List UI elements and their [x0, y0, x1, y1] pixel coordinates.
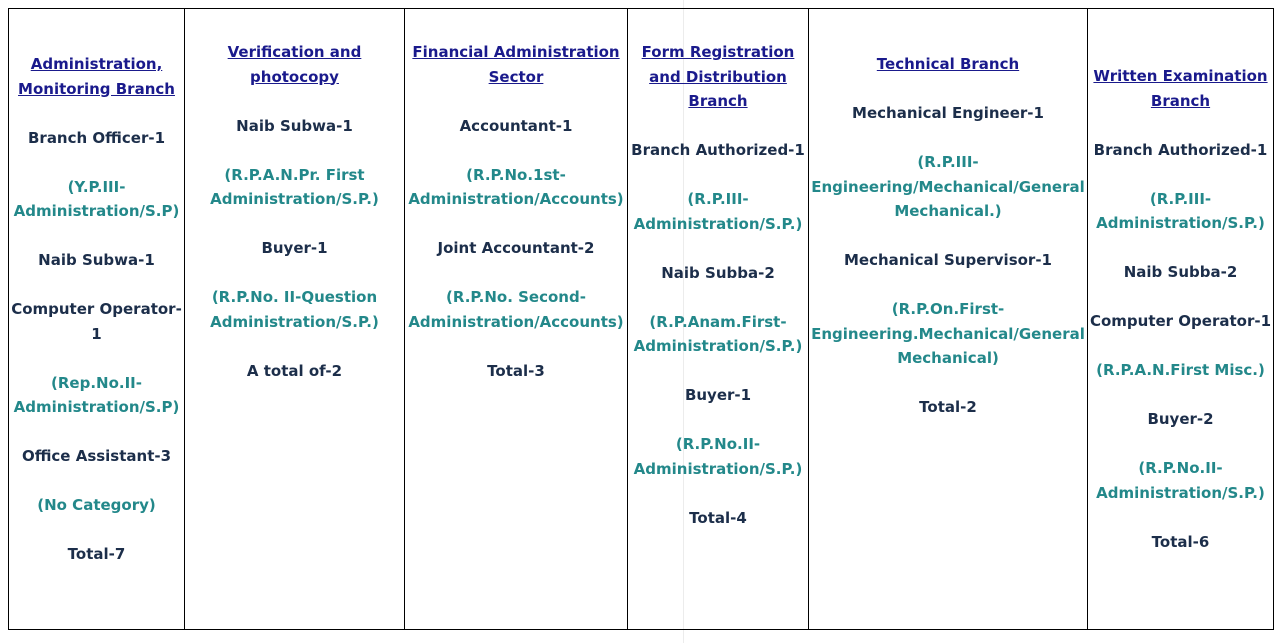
branch-column-form-registration: [628, 9, 809, 630]
total-entry: Total-7: [67, 545, 126, 563]
branch-column-technical: [809, 9, 1088, 630]
branch-heading-link[interactable]: [628, 40, 808, 114]
branch-column-content: [405, 9, 627, 383]
total-entry: Total-6: [1151, 532, 1210, 551]
branch-heading-line: Administration,: [30, 55, 163, 73]
branch-heading-line: photocopy: [250, 67, 339, 86]
branch-column-content: [1088, 9, 1273, 554]
category-entry: (R.P.Anam.First-Administration/S.P.): [633, 312, 803, 355]
branch-heading-line: Sector: [488, 67, 544, 86]
category-entry: (R.P.No. II-Question Administration/S.P.): [210, 288, 379, 331]
total-entry: Total-2: [919, 398, 977, 416]
table-row: [9, 9, 1274, 630]
post-entry: Office Assistant-3: [21, 447, 172, 465]
post-entry: Branch Officer-1: [27, 128, 166, 147]
branch-heading-line: Monitoring Branch: [18, 79, 175, 98]
category-entry: (R.P.On.First-Engineering.Mechanical/General Mechanical): [811, 300, 1085, 367]
branch-heading-line: Financial Administration: [412, 43, 620, 61]
branch-heading-link[interactable]: [9, 52, 184, 101]
total-entry: Total-4: [689, 508, 747, 527]
branch-column-content: [185, 9, 404, 383]
post-entry: Mechanical Supervisor-1: [844, 251, 1052, 269]
branch-column-content: [9, 9, 184, 567]
branch-heading-line: Branch: [688, 92, 748, 110]
branch-heading-link[interactable]: [1088, 64, 1273, 113]
post-entry: Branch Authorized-1: [1093, 140, 1268, 159]
post-entry: Mechanical Engineer-1: [852, 104, 1044, 122]
branch-heading-line: Form Registration: [641, 43, 795, 61]
branch-column-financial: [405, 9, 628, 630]
branch-column-written-exam: [1088, 9, 1274, 630]
branch-heading-line: Verification and: [227, 43, 362, 61]
category-entry: (R.P.III-Engineering/Mechanical/General Mechanical.): [811, 153, 1085, 220]
branch-column-administration: [9, 9, 185, 630]
branch-heading-link[interactable]: [809, 52, 1087, 77]
post-entry: Accountant-1: [459, 116, 573, 135]
post-entry: Naib Subwa-1: [236, 116, 353, 135]
category-entry: (R.P.No. Second-Administration/Accounts): [408, 288, 624, 331]
post-entry: Naib Subwa-1: [38, 251, 155, 269]
branch-staffing-table: [8, 8, 1274, 630]
category-entry: (R.P.A.N.First Misc.): [1096, 361, 1265, 379]
category-entry: (R.P.No.II-Administration/S.P.): [633, 435, 803, 478]
branch-column-content: [628, 9, 808, 530]
category-entry: (R.P.III-Administration/S.P.): [1096, 189, 1265, 232]
branch-heading-line: Written Examination: [1093, 67, 1268, 85]
branch-heading-line: and Distribution: [649, 67, 787, 86]
total-entry: A total of-2: [246, 361, 343, 380]
branch-heading-line: Technical Branch: [876, 55, 1020, 73]
post-entry: Buyer-2: [1147, 410, 1214, 428]
post-entry: Computer Operator-1: [1089, 312, 1272, 330]
branch-heading-link[interactable]: [405, 40, 627, 89]
branch-heading-link[interactable]: [185, 40, 404, 89]
category-entry: (R.P.III-Administration/S.P.): [633, 190, 803, 233]
post-entry: Buyer-1: [684, 386, 752, 404]
category-entry: (Rep.No.II-Administration/S.P): [13, 373, 180, 416]
post-entry: Naib Subba-2: [1123, 263, 1238, 281]
category-entry: (No Category): [37, 496, 156, 514]
post-entry: Joint Accountant-2: [437, 239, 595, 257]
category-entry: (R.P.No.II-Administration/S.P.): [1096, 459, 1265, 502]
post-entry: Computer Operator-1: [11, 300, 182, 343]
post-entry: Branch Authorized-1: [631, 141, 805, 159]
branch-column-verification: [185, 9, 405, 630]
post-entry: Buyer-1: [261, 239, 328, 257]
branch-heading-line: Branch: [1150, 91, 1211, 110]
total-entry: Total-3: [487, 361, 545, 380]
category-entry: (R.P.No.1st-Administration/Accounts): [408, 165, 624, 208]
post-entry: Naib Subba-2: [661, 263, 775, 282]
category-entry: (Y.P.III-Administration/S.P): [13, 177, 180, 220]
category-entry: (R.P.A.N.Pr. First Administration/S.P.): [210, 165, 379, 208]
branch-column-content: [809, 9, 1087, 420]
